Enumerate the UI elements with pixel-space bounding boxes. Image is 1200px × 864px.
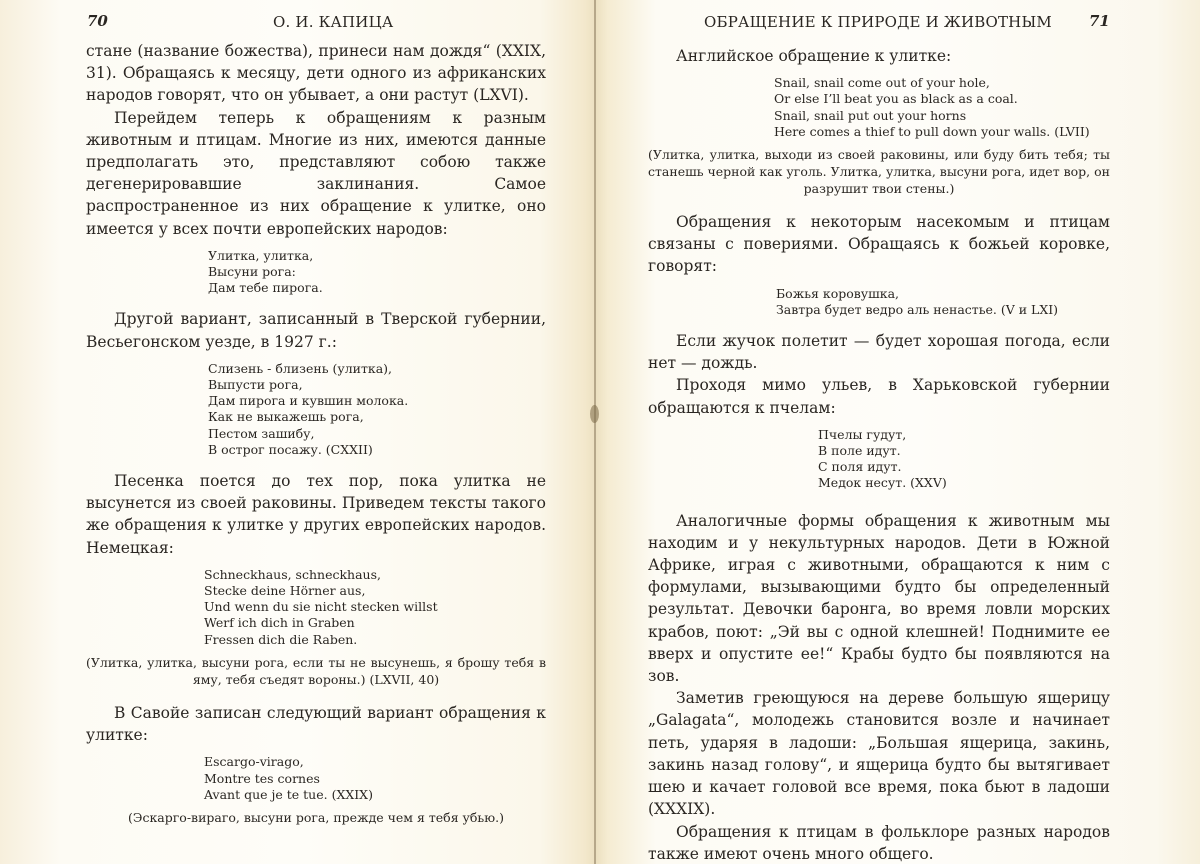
verse-block (86, 361, 546, 458)
verse-line: Выпусти рога, (208, 377, 303, 393)
page-number: 71 (1089, 12, 1110, 30)
verse-line: Пестом зашибу, (208, 425, 315, 441)
paragraph: Другой вариант, записанный в Тверской губернии, Весьегонском уезде, в 1927 г.: (86, 310, 546, 351)
verse-block (648, 75, 1110, 140)
book-spine (594, 0, 596, 864)
verse-line: Дам пирога и кувшин молока. (208, 393, 409, 409)
paragraph: стане (название божества), принеси нам дождя“ (XXIX, 31). Обращаясь к месяцу, дети одного из африканских народов говорят, что он убывает, а они растут (LXVI). (86, 42, 546, 105)
verse-line: Und wenn du sie nicht stecken willst (204, 599, 438, 615)
verse-block (648, 286, 1110, 318)
verse-block (648, 427, 1110, 492)
verse-line: В поле идут. (818, 443, 901, 459)
verse-block (86, 248, 546, 297)
paragraph: Заметив греющуюся на дереве большую ящерицу „Galagata“, молодежь становится возле и начинает петь, ударяя в ладоши: „Большая ящерица, закинь, закинь назад голову“, и ящерица будто бы вытягивает шею и качает головой все время, пока бьют в ладоши (XXXIX). (648, 689, 1110, 819)
left-page (0, 0, 596, 864)
verse-line: Stecke deine Hörner aus, (204, 583, 366, 599)
verse-line: Завтра будет ведро аль ненастье. (V и LXI) (776, 301, 1059, 317)
translation-note: (Улитка, улитка, высуни рога, если ты не высунешь, я брошу тебя в яму, тебя съедят вороны.) (LXVII, 40) (86, 654, 546, 687)
left-page-body (86, 40, 546, 834)
translation-note: (Эскарго-вираго, высуни рога, прежде чем я тебя убью.) (128, 809, 504, 825)
translation-note: (Улитка, улитка, выходи из своей раковины, или буду бить тебя; ты станешь черной как уголь. Улитка, улитка, высуни рога, идет вор, он разрушит твои стены.) (648, 147, 1110, 197)
verse-line: Улитка, улитка, (208, 247, 314, 263)
verse-line: Слизень - близень (улитка), (208, 360, 393, 376)
page-number: 70 (87, 12, 108, 30)
verse-line: Как не выкажешь рога, (208, 409, 364, 425)
paragraph: Если жучок полетит — будет хорошая погода, если нет — дождь. (648, 332, 1110, 373)
verse-line: Медок несут. (XXV) (818, 475, 947, 491)
verse-line: Here comes a thief to pull down your walls. (LVII) (774, 123, 1090, 139)
paragraph: Песенка поется до тех пор, пока улитка не высунется из своей раковины. Приведем тексты такого же обращения к улитке у других европейских народов. Немецкая: (86, 472, 546, 557)
verse-line: Avant que je te tue. (XXIX) (204, 786, 373, 802)
verse-line: Fressen dich die Raben. (204, 631, 358, 647)
verse-line: Высуни рога: (208, 264, 296, 280)
verse-line: Божья коровушка, (776, 285, 899, 301)
verse-line: Snail, snail put out your horns (774, 107, 967, 123)
paragraph: Перейдем теперь к обращениям к разным животным и птицам. Многие из них, имеются данные предполагать это, представляют собою также дегенерировавшие заклинания. Самое распространенное из них обращение к улитке, оно имеется у всех почти европейских народов: (86, 108, 546, 238)
spine-stain (590, 405, 599, 423)
verse-line: Montre tes cornes (204, 770, 320, 786)
right-page (596, 0, 1200, 864)
paragraph: Обращения к птицам в фольклоре разных народов также имеют очень много общего. (648, 822, 1110, 863)
paragraph: В Савойе записан следующий вариант обращения к улитке: (86, 703, 546, 745)
paragraph: Проходя мимо ульев, в Харьковской губернии обращаются к пчелам: (648, 376, 1110, 417)
paragraph: Обращения к некоторым насекомым и птицам связаны с повериями. Обращаясь к божьей коровке, говорят: (648, 213, 1110, 276)
running-head: ОБРАЩЕНИЕ К ПРИРОДЕ И ЖИВОТНЫМ (704, 13, 1052, 31)
verse-line: Escargo-virago, (204, 754, 304, 770)
verse-line: В острог посажу. (CXXII) (208, 441, 373, 457)
verse-line: Дам тебе пирога. (208, 280, 323, 296)
paragraph: Аналогичные формы обращения к животным мы находим и у некультурных народов. Дети в Южной Африке, играя с животными, обращаются к ним с формулами, вызывающими будто бы определенный результат. Девочки баронга, во время ловли морских крабов, поют: „Эй вы с одной клешней! Поднимите ее вверх и опустите ее!“ Крабы будто бы появляются на зов. (648, 511, 1110, 686)
verse-line: Or else I’ll beat you as black as a coal. (774, 91, 1018, 107)
verse-line: Schneckhaus, schneckhaus, (204, 566, 381, 582)
verse-block (86, 754, 546, 803)
running-head: О. И. КАПИЦА (273, 13, 394, 31)
verse-block (86, 567, 546, 648)
verse-line: С поля идут. (818, 459, 902, 475)
verse-line: Werf ich dich in Graben (204, 615, 355, 631)
verse-line: Snail, snail come out of your hole, (774, 75, 990, 91)
right-page-body (648, 45, 1110, 864)
paragraph: Английское обращение к улитке: (676, 47, 952, 65)
verse-line: Пчелы гудут, (818, 426, 907, 442)
